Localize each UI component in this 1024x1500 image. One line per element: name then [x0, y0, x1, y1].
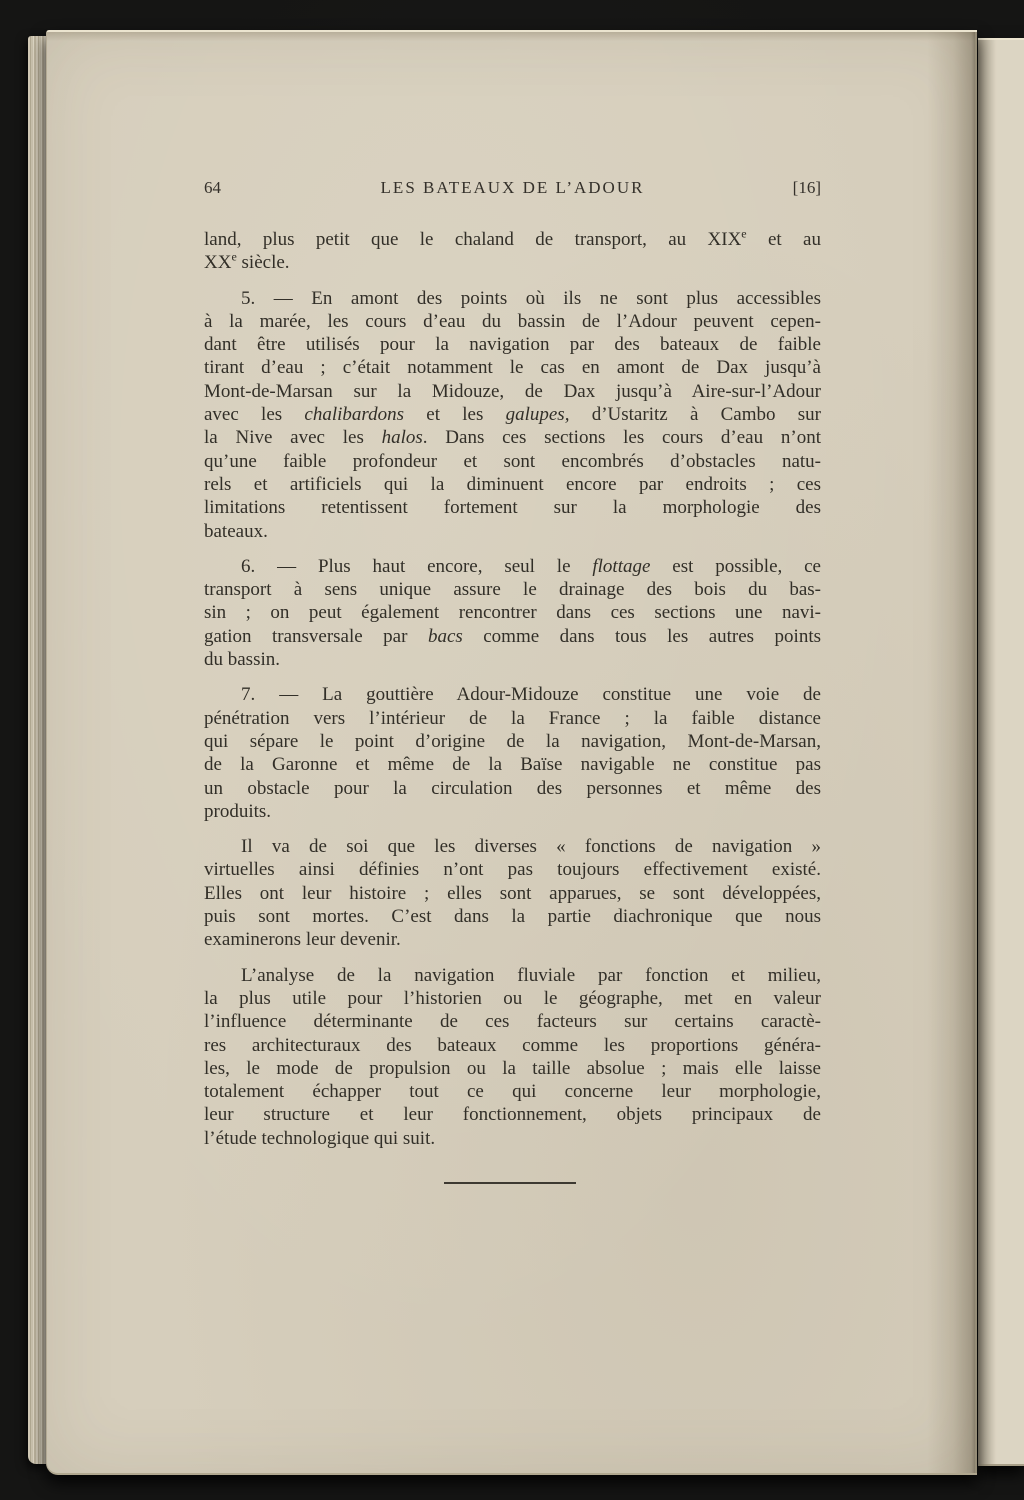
- paragraph-continuation: land, plus petit que le chaland de transport, au XIXe et au XXe siècle.: [204, 226, 821, 274]
- page-header: [204, 178, 821, 198]
- paragraph-functions: Il va de soi que les diverses « fonctions de navigation » virtuelles ainsi définies n’ont pas toujours effectivement existé. Elles ont leur histoire ; elles sont apparues, se sont développées, puis sont mortes. C’est dans la partie diachronique que nous examinerons leur devenir.: [204, 836, 821, 951]
- page-number: 64: [204, 178, 221, 197]
- paragraph-analyse: L’analyse de la navigation fluviale par fonction et milieu, la plus utile pour l’historien ou le géographe, met en valeur l’influence déterminante de ces facteurs sur certains caractè- res architecturaux des bateaux comme les proportions généra- les, le mode de propulsion ou la taille absolue ; mais elle laisse totalement échapper tout ce qui concerne leur morphologie, leur structure et leur fonctionnement, objets principaux de l’étude technologique qui suit.: [204, 964, 821, 1149]
- left-page-edges: [28, 36, 48, 1464]
- running-title: LES BATEAUX DE L’ADOUR: [380, 178, 645, 197]
- paragraph-item-5: 5. — En amont des points où ils ne sont plus accessibles à la marée, les cours d’eau du bassin de l’Adour peuvent cepen- dant être utilisés pour la navigation par des bateaux de faible tirant d’eau ; c’était notamment le cas en amont de Dax jusqu’à Mont-de-Marsan sur la Midouze, de Dax jusqu’à Aire-sur-l’Adour avec les chalibardons et les galupes, d’Ustaritz à Cambo sur la Nive avec les halos. Dans ces sections les cours d’eau n’ont qu’une faible profondeur et sont encombrés d’obstacles natu- rels et artificiels qui la diminuent encore par endroits ; ces limitations retentissent fortement sur la morphologie des bateaux.: [204, 287, 821, 542]
- issue-marker: [16]: [792, 178, 821, 197]
- section-separator-rule: [444, 1182, 576, 1184]
- paragraph-item-6: 6. — Plus haut encore, seul le flottage est possible, ce transport à sens unique assure le drainage des bois du bas- sin ; on peut également rencontrer dans ces sections une navi- gation transversale par bacs comme dans tous les autres points du bassin.: [204, 555, 821, 671]
- paragraph-item-7: 7. — La gouttière Adour-Midouze constitue une voie de pénétration vers l’intérieur de la France ; la faible distance qui sépare le point d’origine de la navigation, Mont-de-Marsan, de la Garonne et même de la Baïse navigable ne constitue pas un obstacle pour la circulation des personnes et même des produits.: [204, 684, 821, 822]
- page-body: [204, 228, 821, 1162]
- book-page: [46, 30, 977, 1475]
- facing-page-edge: [978, 38, 1024, 1466]
